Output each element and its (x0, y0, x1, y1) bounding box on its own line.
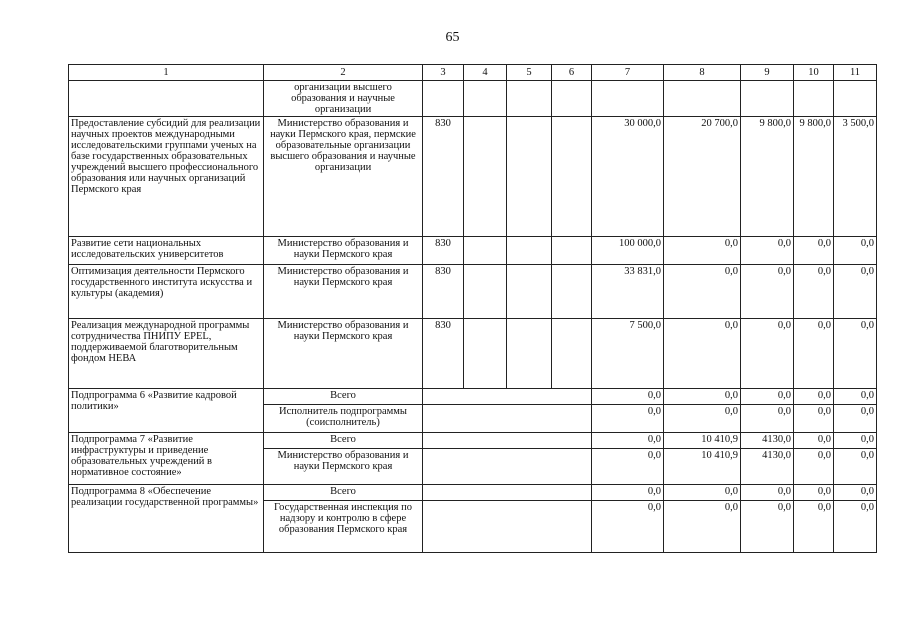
value-col11: 0,0 (834, 485, 877, 501)
col-header-11: 11 (834, 65, 877, 81)
value-col8: 0,0 (664, 501, 741, 553)
col-header-2: 2 (264, 65, 423, 81)
col-header-9: 9 (741, 65, 794, 81)
value-col11: 3 500,0 (834, 117, 877, 237)
value-col10: 0,0 (794, 319, 834, 389)
subprogram-name: Подпрограмма 6 «Развитие кадровой политики» (69, 389, 264, 433)
responsible-cell: Всего (264, 389, 423, 405)
col-header-7: 7 (592, 65, 664, 81)
value-col8: 10 410,9 (664, 449, 741, 485)
value-col9: 0,0 (741, 237, 794, 265)
value-col10: 0,0 (794, 265, 834, 319)
col-header-10: 10 (794, 65, 834, 81)
code-cell: 830 (423, 117, 464, 237)
responsible-cell: Всего (264, 433, 423, 449)
value-col8: 0,0 (664, 485, 741, 501)
value-col7: 33 831,0 (592, 265, 664, 319)
subprogram-total-row (69, 485, 877, 501)
value-col9: 4130,0 (741, 433, 794, 449)
value-col7: 0,0 (592, 389, 664, 405)
value-col10: 0,0 (794, 433, 834, 449)
value-col8: 0,0 (664, 265, 741, 319)
value-col9: 4130,0 (741, 449, 794, 485)
subprogram-name: Подпрограмма 8 «Обеспечение реализации государственной программы» (69, 485, 264, 553)
activity-name: Развитие сети национальных исследовательских университетов (69, 237, 264, 265)
col-header-5: 5 (507, 65, 552, 81)
table-row (69, 319, 877, 389)
value-col11: 0,0 (834, 449, 877, 485)
subprogram-name: Подпрограмма 7 «Развитие инфраструктуры и приведение образовательных учреждений в нормативное состояние» (69, 433, 264, 485)
col-header-6: 6 (552, 65, 592, 81)
value-col7: 0,0 (592, 485, 664, 501)
value-col9: 0,0 (741, 405, 794, 433)
subprogram-total-row (69, 433, 877, 449)
value-col11: 0,0 (834, 433, 877, 449)
responsible-cell: Всего (264, 485, 423, 501)
code-cell: 830 (423, 319, 464, 389)
value-col10: 0,0 (794, 501, 834, 553)
header-row (69, 65, 877, 81)
col-header-3: 3 (423, 65, 464, 81)
value-col7: 0,0 (592, 449, 664, 485)
value-col11: 0,0 (834, 319, 877, 389)
value-col7: 7 500,0 (592, 319, 664, 389)
value-col11: 0,0 (834, 389, 877, 405)
value-col11: 0,0 (834, 501, 877, 553)
value-col8: 0,0 (664, 405, 741, 433)
value-col9: 0,0 (741, 501, 794, 553)
value-col7: 30 000,0 (592, 117, 664, 237)
responsible-cell: Министерство образования и науки Пермского края (264, 265, 423, 319)
value-col11: 0,0 (834, 405, 877, 433)
value-col10: 0,0 (794, 449, 834, 485)
responsible-cell: Исполнитель подпрограммы (соисполнитель) (264, 405, 423, 433)
code-cell: 830 (423, 265, 464, 319)
value-col7: 100 000,0 (592, 237, 664, 265)
responsible-cell: организации высшего образования и научные организации (264, 81, 423, 117)
col-header-1: 1 (69, 65, 264, 81)
table-row (69, 237, 877, 265)
activity-name (69, 81, 264, 117)
value-col9: 0,0 (741, 485, 794, 501)
value-col8: 0,0 (664, 319, 741, 389)
value-col7: 0,0 (592, 433, 664, 449)
col-header-4: 4 (464, 65, 507, 81)
responsible-cell: Государственная инспекция по надзору и контролю в сфере образования Пермского края (264, 501, 423, 553)
activity-name: Оптимизация деятельности Пермского государственного института искусства и культуры (академия) (69, 265, 264, 319)
activity-name: Предоставление субсидий для реализации научных проектов международными исследовательскими группами ученых на базе государственных образовательных учреждений высшего профессионального образования или научных организаций Пермского края (69, 117, 264, 237)
value-col9: 9 800,0 (741, 117, 794, 237)
value-col11: 0,0 (834, 237, 877, 265)
value-col8: 0,0 (664, 389, 741, 405)
value-col10: 0,0 (794, 237, 834, 265)
value-col9: 0,0 (741, 319, 794, 389)
value-col10: 0,0 (794, 389, 834, 405)
table-row (69, 117, 877, 237)
value-col10: 9 800,0 (794, 117, 834, 237)
value-col9: 0,0 (741, 389, 794, 405)
value-col10: 0,0 (794, 405, 834, 433)
responsible-cell: Министерство образования и науки Пермского края (264, 449, 423, 485)
value-col7: 0,0 (592, 405, 664, 433)
value-col10: 0,0 (794, 485, 834, 501)
subprogram-total-row (69, 389, 877, 405)
responsible-cell: Министерство образования и науки Пермского края (264, 237, 423, 265)
responsible-cell: Министерство образования и науки Пермского края, пермские образовательные организации высшего образования и научные организации (264, 117, 423, 237)
col-header-8: 8 (664, 65, 741, 81)
table-row (69, 265, 877, 319)
value-col8: 0,0 (664, 237, 741, 265)
budget-table (68, 64, 877, 553)
value-col11: 0,0 (834, 265, 877, 319)
value-col8: 10 410,9 (664, 433, 741, 449)
responsible-cell: Министерство образования и науки Пермского края (264, 319, 423, 389)
value-col9: 0,0 (741, 265, 794, 319)
code-cell: 830 (423, 237, 464, 265)
value-col7: 0,0 (592, 501, 664, 553)
page-number: 65 (445, 30, 460, 45)
table-row (69, 81, 877, 117)
activity-name: Реализация международной программы сотрудничества ПНИПУ EPEL, поддерживаемой благотворительным фондом НЕВА (69, 319, 264, 389)
value-col8: 20 700,0 (664, 117, 741, 237)
